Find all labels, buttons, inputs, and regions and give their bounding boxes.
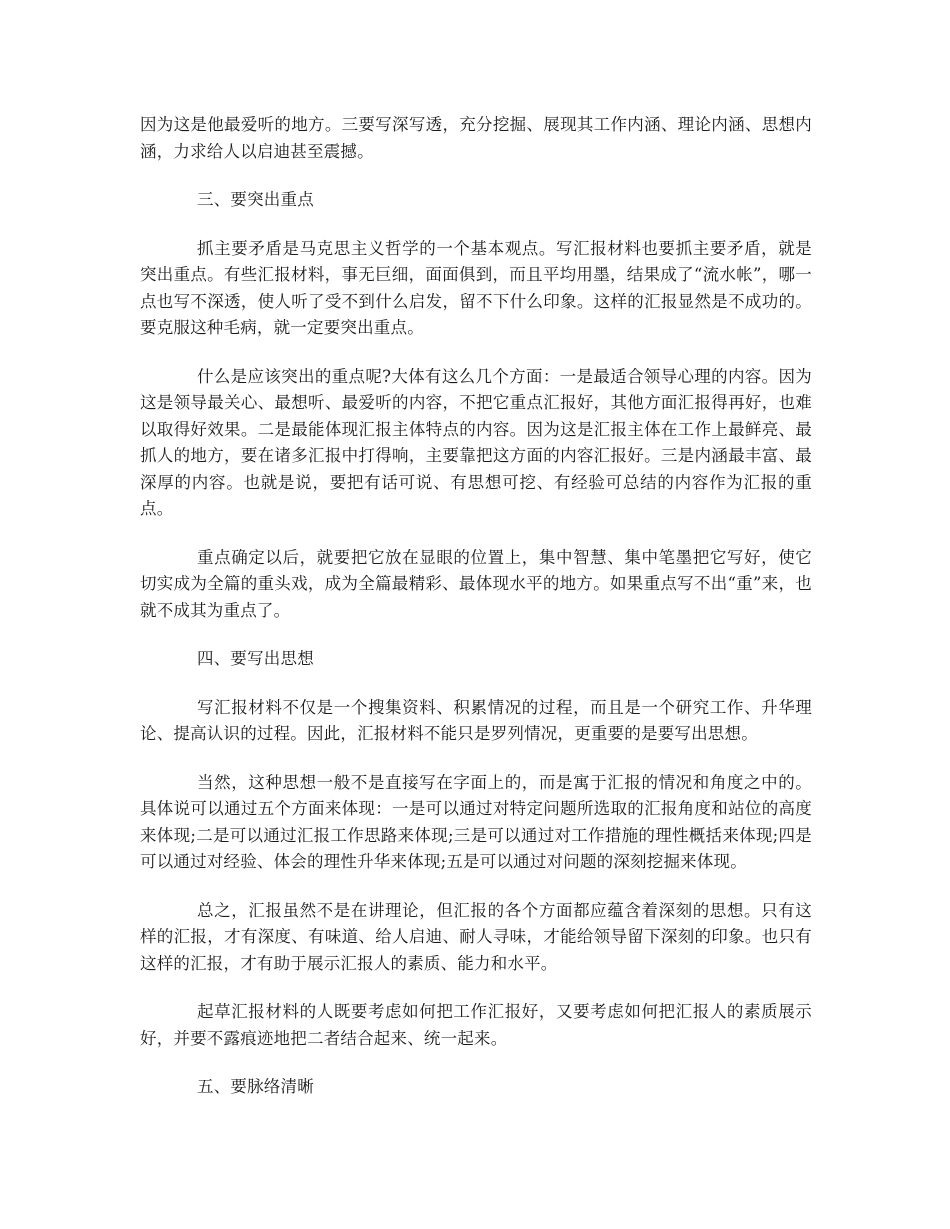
paragraph: 什么是应该突出的重点呢?大体有这么几个方面：一是最适合领导心理的内容。因为这是领导最关心、最想听、最爱听的内容，不把它重点汇报好，其他方面汇报得再好，也难以取得好效果。二是最能体现汇报主体特点的内容。因为这是汇报主体在工作上最鲜亮、最抓人的地方，要在诸多汇报中打得响，主要靠把这方面的内容汇报好。三是内涵最丰富、最深厚的内容。也就是说，要把有话可说、有思想可挖、有经验可总结的内容作为汇报的重点。 [140,366,812,518]
paragraph: 重点确定以后，就要把它放在显眼的位置上，集中智慧、集中笔墨把它写好，使它切实成为全篇的重头戏，成为全篇最精彩、最体现水平的地方。如果重点写不出“重”来，也就不成其为重点了。 [140,547,812,620]
paragraph: 因为这是他最爱听的地方。三要写深写透，充分挖掘、展现其工作内涵、理论内涵、思想内涵，力求给人以启迪甚至震撼。 [140,115,812,161]
paragraph: 总之，汇报虽然不是在讲理论，但汇报的各个方面都应蕴含着深刻的思想。只有这样的汇报，才有深度、有味道、给人启迪、耐人寻味，才能给领导留下深刻的印象。也只有这样的汇报，才有助于展示汇报人的素质、能力和水平。 [140,900,812,973]
paragraph: 抓主要矛盾是马克思主义哲学的一个基本观点。写汇报材料也要抓主要矛盾，就是突出重点。有些汇报材料，事无巨细，面面俱到，而且平均用墨，结果成了“流水帐”，哪一点也写不深透，使人听了受不到什么启发，留不下什么印象。这样的汇报显然是不成功的。要克服这种毛病，就一定要突出重点。 [140,238,812,337]
paragraph: 起草汇报材料的人既要考虑如何把工作汇报好，又要考虑如何把汇报人的素质展示好，并要不露痕迹地把二者结合起来、统一起来。 [140,1002,812,1048]
paragraph: 当然，这种思想一般不是直接写在字面上的，而是寓于汇报的情况和角度之中的。具体说可以通过五个方面来体现：一是可以通过对特定问题所选取的汇报角度和站位的高度来体现;二是可以通过汇报工作思路来体现;三是可以通过对工作措施的理性概括来体现;四是可以通过对经验、体会的理性升华来体现;五是可以通过对问题的深刻挖掘来体现。 [140,772,812,871]
document-body [140,112,812,1123]
section-heading: 四、要写出思想 [197,649,314,668]
section-heading: 三、要突出重点 [197,190,314,209]
section-heading: 五、要脉络清晰 [197,1077,314,1096]
paragraph: 写汇报材料不仅是一个搜集资料、积累情况的过程，而且是一个研究工作、升华理论、提高认识的过程。因此，汇报材料不能只是罗列情况，更重要的是要写出思想。 [140,697,812,743]
